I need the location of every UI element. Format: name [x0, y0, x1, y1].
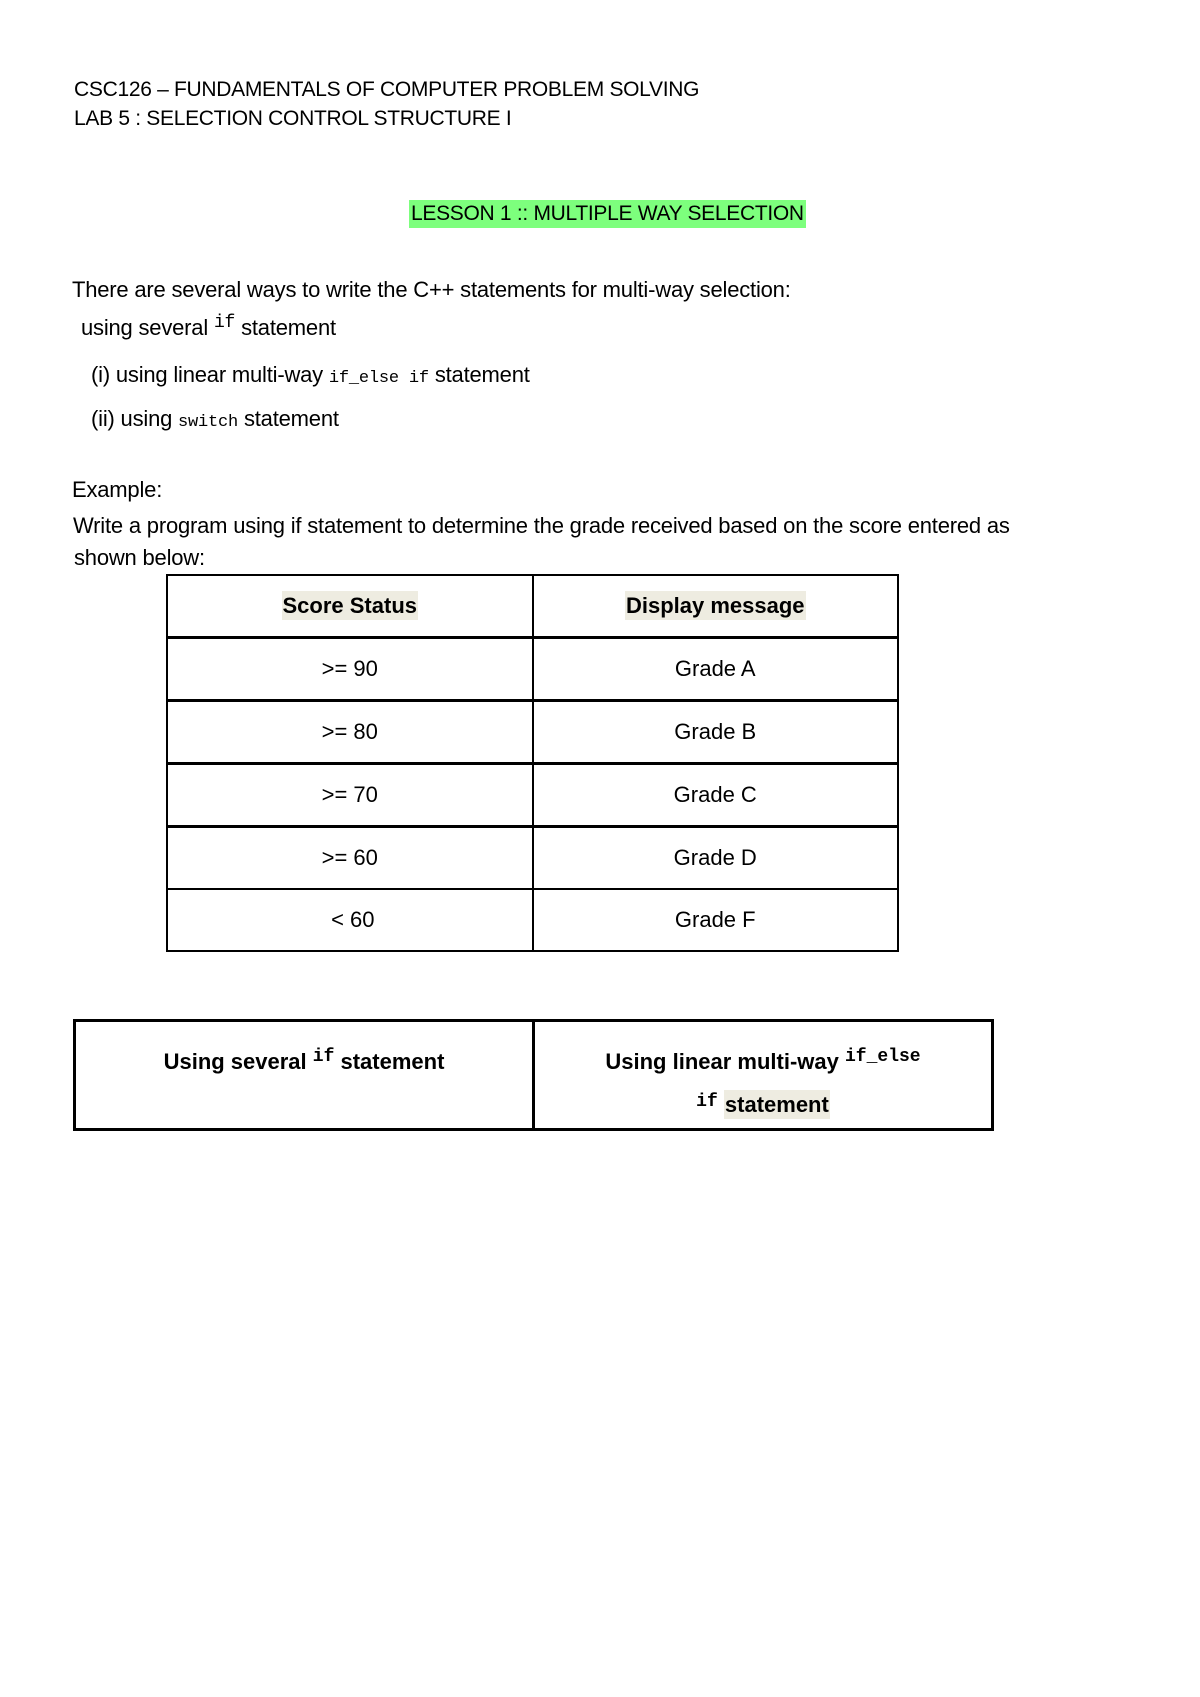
message-cell: Grade D	[533, 827, 899, 890]
example-label: Example:	[72, 477, 163, 502]
way-prefix: (i) using linear multi-way	[91, 362, 329, 387]
way-prefix: using several	[81, 315, 214, 340]
score-cell: < 60	[167, 889, 533, 951]
table-row	[167, 701, 898, 764]
way-item-several-if	[81, 315, 336, 341]
table-row	[167, 764, 898, 827]
table-header-cell	[533, 575, 899, 638]
table-row	[167, 889, 898, 951]
comparison-table	[73, 1019, 994, 1131]
table-row	[75, 1021, 993, 1130]
way-prefix: (ii) using	[91, 406, 179, 431]
col2-code-if-else: if_else	[844, 1047, 921, 1067]
grade-table	[166, 574, 899, 952]
col2-code-if: if	[696, 1092, 718, 1112]
message-cell: Grade C	[533, 764, 899, 827]
course-title: CSC126 – FUNDAMENTALS OF COMPUTER PROBLEM SOLVING	[74, 78, 700, 101]
score-cell: >= 70	[167, 764, 533, 827]
lab-title: LAB 5 : SELECTION CONTROL STRUCTURE I	[74, 107, 512, 130]
col1-prefix: Using several	[163, 1049, 313, 1074]
table-row	[167, 827, 898, 890]
score-cell: >= 60	[167, 827, 533, 890]
lesson-title-wrap	[409, 202, 806, 226]
table-header-row	[167, 575, 898, 638]
table-header-cell	[167, 575, 533, 638]
message-cell: Grade F	[533, 889, 899, 951]
example-line-2: shown below:	[74, 545, 205, 570]
way-suffix: statement	[238, 406, 339, 431]
table-row	[167, 638, 898, 701]
score-cell: >= 80	[167, 701, 533, 764]
col-linear-if-else	[534, 1021, 993, 1130]
header-display-message: Display message	[625, 593, 805, 618]
way-suffix: statement	[235, 315, 336, 340]
col2-prefix: Using linear multi-way	[605, 1049, 845, 1074]
col-several-if	[75, 1021, 534, 1130]
code-if: if	[213, 313, 236, 333]
example-line-1: Write a program using if statement to determine the grade received based on the score entered as	[73, 513, 1010, 538]
code-if-else-if: if_else if	[328, 369, 429, 388]
way-suffix: statement	[428, 362, 530, 387]
way-item-linear	[91, 362, 530, 388]
message-cell: Grade B	[533, 701, 899, 764]
intro-text: There are several ways to write the C++ statements for multi-way selection:	[72, 277, 791, 302]
col1-suffix: statement	[334, 1049, 445, 1074]
col1-code-if: if	[312, 1047, 335, 1067]
col2-suffix: statement	[724, 1092, 829, 1117]
way-item-switch	[91, 406, 339, 432]
code-switch: switch	[178, 413, 239, 432]
lesson-title: LESSON 1 :: MULTIPLE WAY SELECTION	[409, 200, 806, 228]
message-cell: Grade A	[533, 638, 899, 701]
score-cell: >= 90	[167, 638, 533, 701]
header-score-status: Score Status	[282, 593, 417, 618]
